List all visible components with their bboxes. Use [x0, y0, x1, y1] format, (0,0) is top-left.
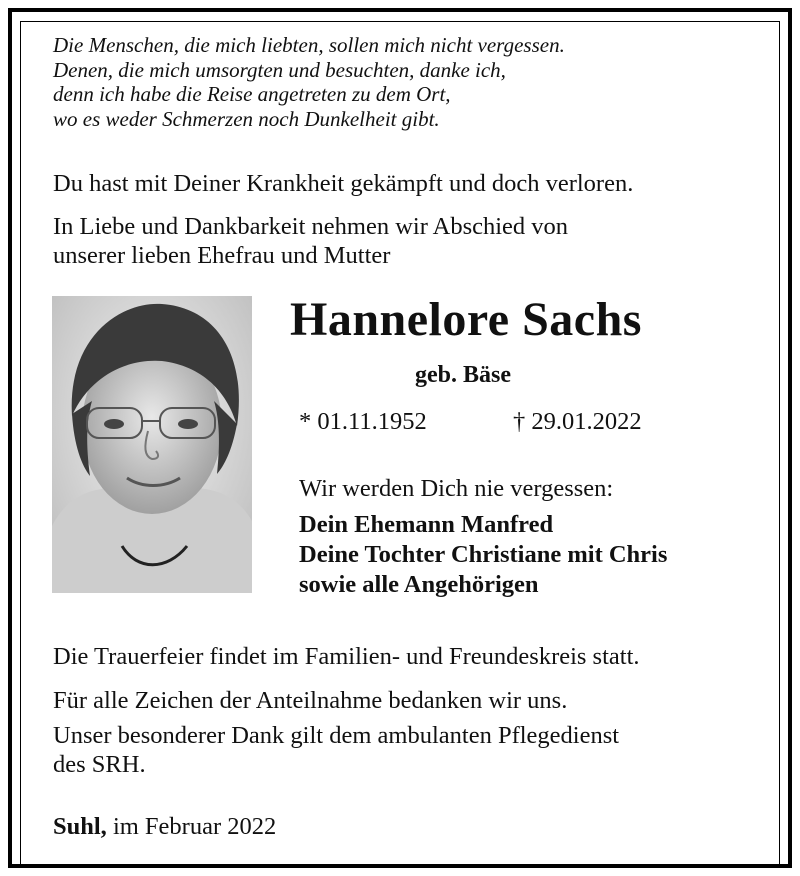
signer: Dein Ehemann Manfred	[299, 511, 554, 538]
death-date: † 29.01.2022	[513, 408, 642, 435]
poem-line: denn ich habe die Reise angetreten zu dem Ort,	[53, 82, 451, 106]
special-thanks-line-2: des SRH.	[53, 751, 146, 778]
signer: Deine Tochter Christiane mit Chris	[299, 541, 668, 568]
poem-line: Denen, die mich umsorgten und besuchten, danke ich,	[53, 57, 506, 82]
signer: sowie alle Angehörigen	[299, 571, 539, 598]
place: Suhl,	[53, 813, 107, 840]
remembrance-text: Wir werden Dich nie vergessen:	[299, 475, 614, 502]
farewell-text-line-2: unserer lieben Ehefrau und Mutter	[53, 242, 391, 269]
place-date: im Februar 2022	[106, 813, 277, 840]
birth-name: geb. Bäse	[415, 362, 511, 388]
farewell-text-line-1: In Liebe und Dankbarkeit nehmen wir Abschied von	[53, 213, 569, 240]
funeral-note: Die Trauerfeier findet im Familien- und Freundeskreis statt.	[53, 643, 640, 670]
intro-text: Du hast mit Deiner Krankheit gekämpft und doch verloren.	[53, 170, 634, 197]
deceased-name: Hannelore Sachs	[290, 293, 642, 346]
place-and-date	[53, 812, 276, 841]
poem-line: wo es weder Schmerzen noch Dunkelheit gibt.	[53, 106, 440, 131]
birth-date: * 01.11.1952	[299, 408, 427, 435]
poem-line: Die Menschen, die mich liebten, sollen mich nicht vergessen.	[53, 33, 565, 57]
portrait-photo	[52, 296, 252, 593]
special-thanks-line-1: Unser besonderer Dank gilt dem ambulanten Pflegedienst	[53, 722, 620, 749]
signers	[299, 510, 667, 600]
thanks-text: Für alle Zeichen der Anteilnahme bedanken wir uns.	[53, 687, 568, 714]
poem	[53, 33, 565, 131]
